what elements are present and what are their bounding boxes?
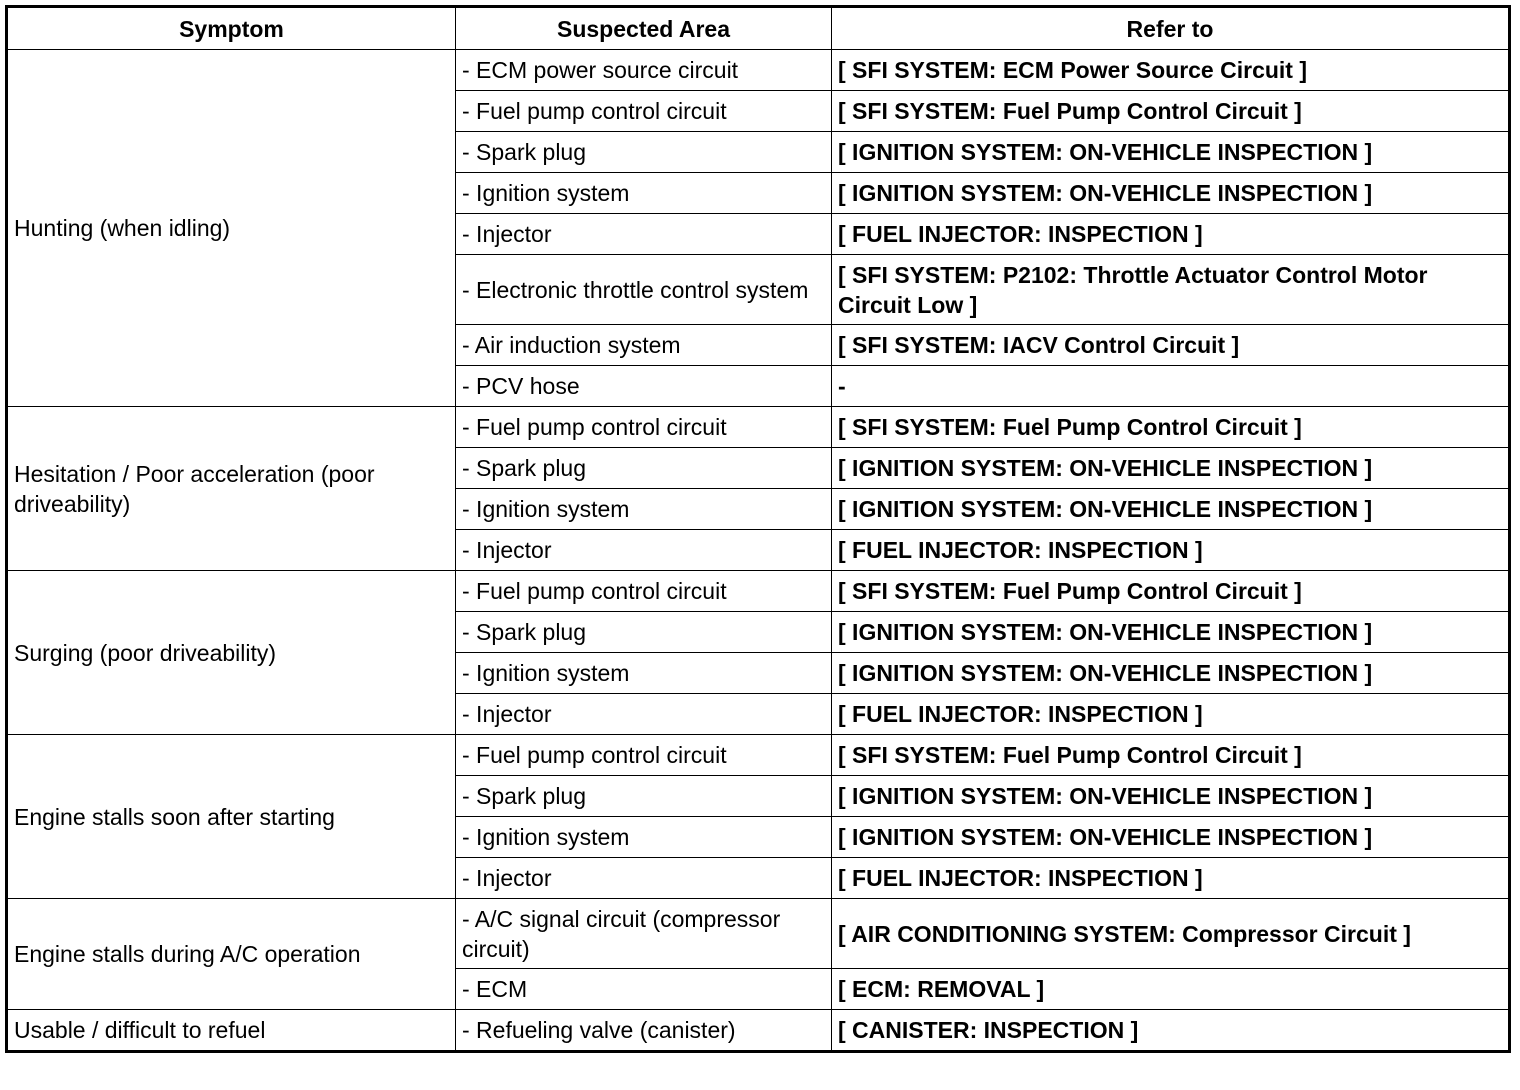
refer-to-cell: [ IGNITION SYSTEM: ON-VEHICLE INSPECTION ] xyxy=(832,817,1510,858)
table-row xyxy=(7,735,1510,776)
suspected-area-cell: - ECM xyxy=(456,969,832,1010)
suspected-area-cell: - Fuel pump control circuit xyxy=(456,407,832,448)
refer-to-cell: [ SFI SYSTEM: P2102: Throttle Actuator Control Motor Circuit Low ] xyxy=(832,255,1510,325)
header-row xyxy=(7,7,1510,50)
suspected-area-header: Suspected Area xyxy=(456,7,832,50)
refer-to-cell: [ FUEL INJECTOR: INSPECTION ] xyxy=(832,214,1510,255)
refer-to-cell: [ IGNITION SYSTEM: ON-VEHICLE INSPECTION ] xyxy=(832,489,1510,530)
refer-to-cell: [ IGNITION SYSTEM: ON-VEHICLE INSPECTION ] xyxy=(832,448,1510,489)
symptom-header: Symptom xyxy=(7,7,456,50)
suspected-area-cell: - A/C signal circuit (compressor circuit) xyxy=(456,899,832,969)
suspected-area-cell: - Injector xyxy=(456,530,832,571)
refer-to-cell: [ SFI SYSTEM: ECM Power Source Circuit ] xyxy=(832,50,1510,91)
refer-to-cell: [ CANISTER: INSPECTION ] xyxy=(832,1010,1510,1052)
suspected-area-cell: - Ignition system xyxy=(456,817,832,858)
symptom-cell: Surging (poor driveability) xyxy=(7,571,456,735)
suspected-area-cell: - Spark plug xyxy=(456,448,832,489)
suspected-area-cell: - Spark plug xyxy=(456,612,832,653)
suspected-area-cell: - Refueling valve (canister) xyxy=(456,1010,832,1052)
refer-to-cell: [ SFI SYSTEM: Fuel Pump Control Circuit ] xyxy=(832,91,1510,132)
suspected-area-cell: - Ignition system xyxy=(456,653,832,694)
suspected-area-cell: - Air induction system xyxy=(456,325,832,366)
refer-to-cell: [ FUEL INJECTOR: INSPECTION ] xyxy=(832,858,1510,899)
symptom-cell: Hesitation / Poor acceleration (poor driveability) xyxy=(7,407,456,571)
refer-to-cell: [ IGNITION SYSTEM: ON-VEHICLE INSPECTION ] xyxy=(832,612,1510,653)
suspected-area-cell: - Ignition system xyxy=(456,489,832,530)
symptom-cell: Usable / difficult to refuel xyxy=(7,1010,456,1052)
suspected-area-cell: - ECM power source circuit xyxy=(456,50,832,91)
refer-to-cell: [ FUEL INJECTOR: INSPECTION ] xyxy=(832,694,1510,735)
refer-to-cell: [ ECM: REMOVAL ] xyxy=(832,969,1510,1010)
refer-to-cell: [ SFI SYSTEM: Fuel Pump Control Circuit ] xyxy=(832,735,1510,776)
suspected-area-cell: - Fuel pump control circuit xyxy=(456,735,832,776)
refer-to-cell: [ SFI SYSTEM: Fuel Pump Control Circuit ] xyxy=(832,407,1510,448)
refer-to-cell: [ IGNITION SYSTEM: ON-VEHICLE INSPECTION ] xyxy=(832,173,1510,214)
refer-to-cell: [ SFI SYSTEM: Fuel Pump Control Circuit ] xyxy=(832,571,1510,612)
table-row xyxy=(7,1010,1510,1052)
refer-to-cell: - xyxy=(832,366,1510,407)
table-row xyxy=(7,50,1510,91)
suspected-area-cell: - Injector xyxy=(456,858,832,899)
symptom-cell: Hunting (when idling) xyxy=(7,50,456,407)
refer-to-cell: [ IGNITION SYSTEM: ON-VEHICLE INSPECTION ] xyxy=(832,132,1510,173)
suspected-area-cell: - Spark plug xyxy=(456,132,832,173)
suspected-area-cell: - Electronic throttle control system xyxy=(456,255,832,325)
refer-to-cell: [ FUEL INJECTOR: INSPECTION ] xyxy=(832,530,1510,571)
table-body xyxy=(7,50,1510,1052)
suspected-area-cell: - Fuel pump control circuit xyxy=(456,571,832,612)
refer-to-cell: [ SFI SYSTEM: IACV Control Circuit ] xyxy=(832,325,1510,366)
symptom-cell: Engine stalls soon after starting xyxy=(7,735,456,899)
suspected-area-cell: - Injector xyxy=(456,214,832,255)
suspected-area-cell: - PCV hose xyxy=(456,366,832,407)
symptom-cell: Engine stalls during A/C operation xyxy=(7,899,456,1010)
suspected-area-cell: - Ignition system xyxy=(456,173,832,214)
table-row xyxy=(7,899,1510,969)
suspected-area-cell: - Fuel pump control circuit xyxy=(456,91,832,132)
table-row xyxy=(7,571,1510,612)
table-row xyxy=(7,407,1510,448)
refer-to-cell: [ AIR CONDITIONING SYSTEM: Compressor Circuit ] xyxy=(832,899,1510,969)
suspected-area-cell: - Injector xyxy=(456,694,832,735)
refer-to-header: Refer to xyxy=(832,7,1510,50)
refer-to-cell: [ IGNITION SYSTEM: ON-VEHICLE INSPECTION ] xyxy=(832,653,1510,694)
suspected-area-cell: - Spark plug xyxy=(456,776,832,817)
symptom-table xyxy=(5,5,1511,1053)
refer-to-cell: [ IGNITION SYSTEM: ON-VEHICLE INSPECTION ] xyxy=(832,776,1510,817)
